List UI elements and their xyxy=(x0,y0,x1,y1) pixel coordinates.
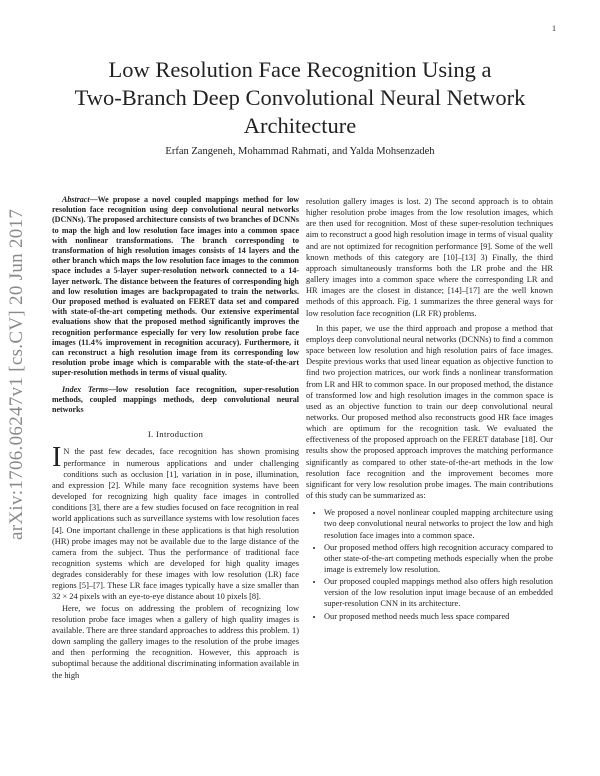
authors: Erfan Zangeneh, Mohammad Rahmati, and Yalda Mohsenzadeh xyxy=(165,146,435,157)
drop-cap: I xyxy=(52,442,62,474)
index-terms-text: —low resolution face recognition, super-resolution methods, coupled mappings methods, deep convolutional neural networks xyxy=(52,384,299,415)
title-line-1: Low Resolution Face Recognition Using a xyxy=(108,57,492,82)
intro-paragraph-1 xyxy=(52,442,299,602)
title-line-2: Two-Branch Deep Convolutional Neural Network xyxy=(74,85,526,110)
right-paragraph-2: In this paper, we use the third approach and propose a method that employs deep convolutional neural networks (DCNNs) to find a common space between low resolution and high resolution pairs of face images. Despite previous works that used linear equation as objective function to find two projection matrices, our work finds a nonlinear transformation from LR and HR to common space. In our proposed method, the distance of transformed low and high resolution images in the common space is used as an objective function to train our deep convolutional neural networks. Our proposed method also reconstructs good HR face images which are optimum for the recognition task. We evaluated the effectiveness of the proposed approach on the FERET database [18]. Our results show the proposed approach improves the matching performance significantly as compared to other state-of-the-art methods in the low resolution face recognition and the improvement becomes more significant for very low resolution probe images. The main contributions of this study can be summarized as: xyxy=(306,323,553,501)
paper-title xyxy=(40,56,560,140)
arxiv-stamp: arXiv:1706.06247v1 [cs.CV] 20 Jun 2017 xyxy=(6,208,27,540)
contribution-item: • Our proposed method needs much less space compared xyxy=(324,611,553,622)
intro-paragraph-1-text: N the past few decades, face recognition has shown promising performance in numerous applications and under challenging conditions such as occlusion [1], variation in in pose, illumination, and expression [2]. While many face recognition systems have been developed for recognizing high quality face images in controlled conditions [3], there are a few studies focused on face recognition in real world applications such as surveillance systems with low resolution faces [4]. One important challenge in these applications is that high resolution (HR) probe images may not be available due to the large distance of the camera from the subject. Thus the performance of traditional face recognition systems which are developed for high quality images degrades considerably for these images with low resolution (LR) face regions [5]–[7]. These LR face images typically have a size smaller than 32 × 24 pixels with an eye-to-eye distance about 10 pixels [8]. xyxy=(52,447,299,602)
left-column xyxy=(52,195,299,681)
abstract-text: —We propose a novel coupled mappings method for low resolution face recognition using deep convolutional neural networks (DCNNs). The proposed architecture consists of two branches of DCNNs to map the high and low resolution face images into a common space with nonlinear transformations. The branch corresponding to transformation of high resolution images consists of 14 layers and the other branch which maps the low resolution face images to the common space includes a 5-layer super-resolution network connected to a 14-layer network. The distance between the features of corresponding high and low resolution images are backpropagated to train the networks. Our proposed method is evaluated on FERET data set and compared with state-of-the-art competing methods. Our extensive experimental evaluations show that the proposed method significantly improves the recognition performance especially for very low resolution probe face images (11.4% improvement in recognition accuracy). Furthermore, it can reconstruct a high resolution image from its corresponding low resolution probe image which is comparable with the state-of-the-art super-resolution methods in terms of visual quality. xyxy=(52,195,299,378)
abstract-label: Abstract xyxy=(62,195,90,204)
right-column xyxy=(306,196,553,623)
contribution-item: • We proposed a novel nonlinear coupled mapping architecture using two deep convolutional neural networks to project the low and high resolution face images into a common space. xyxy=(324,507,553,540)
section-heading: I. Introduction xyxy=(147,429,204,440)
abstract xyxy=(52,195,299,379)
right-paragraph-1: resolution gallery images is lost. 2) The second approach is to obtain higher resolution probe images from the low resolution images, which are then used for recognition. Most of these super-resolution techniques aim to reconstruct a good high resolution image in terms of visual quality and are not optimized for recognition performance [9]. Some of the well known methods of this category are [10]–[13] 3) Finally, the third approach simultaneously transforms both the LR probe and the HR gallery images into a common space where the corresponding LR and HR images are the closest in distance; [14]–[17] are the well known methods of this approach. Fig. 1 summarizes the three general ways for low resolution face recognition (LR FR) problems. xyxy=(306,197,553,318)
contribution-item: • Our proposed coupled mappings method also offers high resolution version of the low resolution input image because of an embedded super-resolution CNN in its architecture. xyxy=(324,576,553,609)
title-line-3: Architecture xyxy=(243,113,357,138)
contribution-item: • Our proposed method offers high recognition accuracy compared to other state-of-the-art competing methods especially when the probe image is extremely low resolution. xyxy=(324,542,553,575)
intro-paragraph-2: Here, we focus on addressing the problem of recognizing low resolution probe face images when a gallery of high quality images is available. There are three standard approaches to address this problem. 1) down sampling the gallery images to the resolution of the probe images and then performing the recognition. However, this approach is suboptimal because the additional discriminating information available in the high xyxy=(52,603,299,680)
index-terms-label: Index Terms xyxy=(62,384,109,394)
page-number: 1 xyxy=(552,24,556,33)
contributions-list xyxy=(306,507,553,622)
index-terms xyxy=(52,385,299,416)
